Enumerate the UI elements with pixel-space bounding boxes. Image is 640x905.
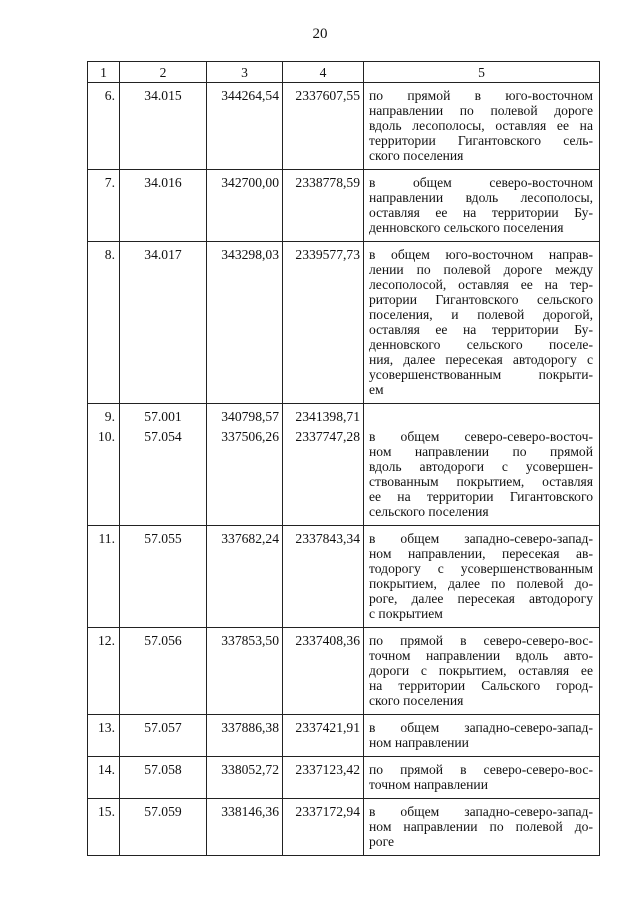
description-line: денновского сельского поселения [369,220,564,235]
description-line: оставляя ее на территории Бу- [369,322,593,337]
boundary-description [364,83,600,170]
description-line: покрытием, далее по полевой до- [369,576,593,591]
coordinate-y: 2337843,34 [283,526,364,628]
description-line: по прямой в северо-северо-вос- [369,633,593,648]
point-code: 57.059 [120,799,207,856]
coordinate-x: 343298,03 [207,242,283,404]
description-line: точном направлении вдоль авто- [369,648,593,663]
coordinate-y: 2337607,55 [283,83,364,170]
description-line: ского поселения [369,148,464,163]
description-line: направлении вдоль лесополосы, [369,190,593,205]
description-line: ствованным покрытием, оставляя [369,474,593,489]
boundary-description [364,404,600,425]
table-row [88,715,600,757]
table-row [88,628,600,715]
header-col-1: 1 [88,62,120,83]
coordinate-y: 2337421,91 [283,715,364,757]
table-row [88,242,600,404]
table-row [88,424,600,526]
point-code: 57.055 [120,526,207,628]
coordinate-x: 338052,72 [207,757,283,799]
description-line: направлении по полевой дороге [369,103,593,118]
description-line: ского поселения [369,693,464,708]
table-row [88,799,600,856]
boundary-description [364,424,600,526]
row-number: 12. [88,628,120,715]
coordinate-x: 337853,50 [207,628,283,715]
description-line: в общем западно-северо-запад- [369,720,593,735]
coordinate-x: 337506,26 [207,424,283,526]
page-number: 20 [312,26,328,42]
boundary-description [364,242,600,404]
table-row [88,404,600,425]
row-number: 9. [88,404,120,425]
description-line: в общем западно-северо-запад- [369,804,593,819]
coordinate-x: 340798,57 [207,404,283,425]
coordinate-y: 2341398,71 [283,404,364,425]
coordinate-y: 2337747,28 [283,424,364,526]
description-line: лесополосой, оставляя ее на тер- [369,277,593,292]
coordinate-y: 2339577,73 [283,242,364,404]
description-line: тодорогу с усовершенствованным [369,561,593,576]
coordinate-y: 2337123,42 [283,757,364,799]
table-row [88,757,600,799]
description-line: роге, далее пересекая автодорогу [369,591,593,606]
description-line: территории Гигантовского сель- [369,133,593,148]
boundary-description [364,799,600,856]
coordinate-x: 342700,00 [207,170,283,242]
description-line: усовершенствованным покрыти- [369,367,593,382]
table-row [88,170,600,242]
description-line: вдоль автодороги с усовершен- [369,459,593,474]
point-code: 57.054 [120,424,207,526]
point-code: 34.017 [120,242,207,404]
boundary-description [364,526,600,628]
description-line: ее на территории Гигантовского [369,489,593,504]
description-line: ритории Гигантовского сельского [369,292,593,307]
description-line: дороги с покрытием, оставляя ее [369,663,593,678]
row-number: 14. [88,757,120,799]
description-line: ном направлении по полевой до- [369,819,593,834]
header-col-3: 3 [207,62,283,83]
point-code: 34.016 [120,170,207,242]
description-line: в общем юго-восточном направ- [369,247,593,262]
coordinate-y: 2338778,59 [283,170,364,242]
row-number: 7. [88,170,120,242]
header-col-5: 5 [364,62,600,83]
description-line: по прямой в юго-восточном [369,88,593,103]
coordinate-x: 337886,38 [207,715,283,757]
point-code: 57.057 [120,715,207,757]
description-line: в общем северо-северо-восточ- [369,429,593,444]
boundary-description [364,715,600,757]
description-line: в общем северо-восточном [369,175,593,190]
point-code: 34.015 [120,83,207,170]
description-line: денновского сельского поселе- [369,337,593,352]
description-line: в общем западно-северо-запад- [369,531,593,546]
boundary-description [364,628,600,715]
coordinate-y: 2337408,36 [283,628,364,715]
row-number: 10. [88,424,120,526]
description-line: оставляя ее на территории Бу- [369,205,593,220]
description-line: ном направлении, пересекая ав- [369,546,593,561]
description-line: сельского поселения [369,504,489,519]
description-line: вдоль лесополосы, оставляя ее на [369,118,593,133]
description-line: поселения, и полевой дорогой, [369,307,593,322]
description-line: точном направлении [369,777,488,792]
header-col-4: 4 [283,62,364,83]
boundary-table [87,61,600,856]
boundary-description [364,757,600,799]
description-line: ем [369,382,384,397]
point-code: 57.058 [120,757,207,799]
point-code: 57.056 [120,628,207,715]
description-line: ном направлении по прямой [369,444,593,459]
row-number: 6. [88,83,120,170]
row-number: 8. [88,242,120,404]
coordinate-x: 337682,24 [207,526,283,628]
description-line: роге [369,834,395,849]
row-number: 11. [88,526,120,628]
row-number: 15. [88,799,120,856]
description-line: ния, далее пересекая автодорогу с [369,352,593,367]
point-code: 57.001 [120,404,207,425]
coordinate-x: 338146,36 [207,799,283,856]
table-header-row [88,62,600,83]
header-col-2: 2 [120,62,207,83]
description-line: с покрытием [369,606,443,621]
coordinate-y: 2337172,94 [283,799,364,856]
description-line: лении по полевой дороге между [369,262,593,277]
row-number: 13. [88,715,120,757]
boundary-description [364,170,600,242]
table-row [88,83,600,170]
description-line: ном направлении [369,735,469,750]
coordinate-x: 344264,54 [207,83,283,170]
table-row [88,526,600,628]
description-line: по прямой в северо-северо-вос- [369,762,593,777]
description-line: на территории Сальского город- [369,678,593,693]
